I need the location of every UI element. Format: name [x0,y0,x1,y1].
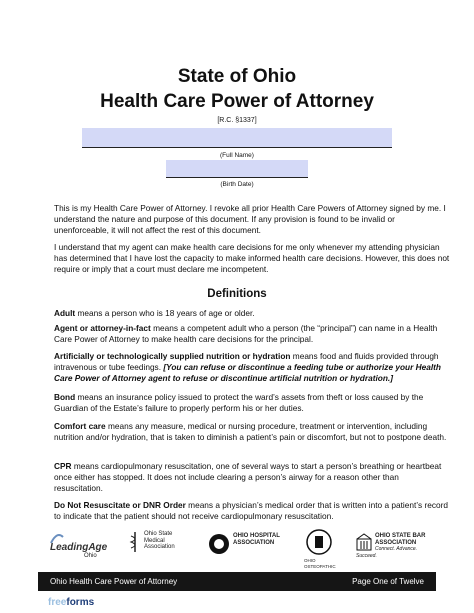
statehouse-icon [356,533,372,551]
caduceus-icon [128,531,142,553]
definition-agent [54,323,450,345]
footer-document-title: Ohio Health Care Power of Attorney [50,577,178,586]
term-nutrition: Artificially or technologically supplied nutrition or hydration [54,351,291,361]
term-dnr: Do Not Resuscitate or DNR Order [54,500,186,510]
sponsor-logos [50,529,432,569]
agent-authority-paragraph: I understand that my agent can make health care decisions for me only whenever my attending physician has determined that I have lost the capacity to make informed health care decisions. However, this does not require or imply that a court must declare me incompetent. [54,242,450,275]
page-title-document: Health Care Power of Attorney [100,91,374,112]
definition-dnr [54,500,450,522]
definition-nutrition [54,351,450,385]
definition-text: means a competent adult who a person (the “principal”) can name in a Health Care Power of Attorney to make health care decisions for the principal. [54,323,438,345]
definition-comfort-care [54,421,450,443]
revocation-paragraph: This is my Health Care Power of Attorney. I revoke all prior Health Care Powers of Attorney signed by me. I understand the nature and purpose of this document. If any provision is found to be invalid or unenforceable, it will not affect the rest of this document. [54,203,446,236]
page-footer [38,572,436,591]
term-comfort-care: Comfort care [54,421,106,431]
definition-text: means food and fluids provided through intravenous or tube feedings. [54,351,439,373]
osba-logo: OHIO STATE BAR ASSOCIATION Connect. Advance. Succeed. [356,533,426,559]
osma-logo: Ohio State Medical Association [128,531,190,553]
footer-page-number: Page One of Twelve [352,577,424,586]
statute-reference: [R.C. §1337] [217,117,257,124]
definition-bond [54,392,450,414]
definition-text: means a person who is 18 years of age or older. [75,308,255,318]
definition-text: means a physician’s medical order that is written into a patient’s record to indicate that the patient should not receive cardiopulmonary resuscitation. [54,500,448,522]
ooa-logo: OHIO OSTEOPATHIC [304,529,344,577]
full-name-label: (Full Name) [220,152,254,159]
definitions-heading: Definitions [207,288,267,300]
freeforms-brand: freeforms [48,597,95,608]
definition-note: [You can refuse or discontinue a feeding tube or authorize your Health Care Power of Attorney agent to refuse or discontinue artificial nutrition or hydration.] [54,362,442,384]
definition-text: means any measure, medical or nursing procedure, treatment or intervention, including nutrition and/or hydration, that is taken to diminish a patient’s pain or discomfort, but not to postpone death. [54,421,447,443]
definition-text: means cardiopulmonary resuscitation, one of several ways to start a person’s breathing or heartbeat once either has stopped. It does not include clearing a person’s airway for a reason other than resuscitation. [54,461,442,494]
definition-text: means an insurance policy issued to protect the ward’s assets from theft or loss caused by the Guardian of the Estate’s failure to properly perform his or her duties. [54,392,424,414]
birth-date-field[interactable] [166,160,308,178]
page-title-state: State of Ohio [177,66,297,87]
oha-logo: OHIO HOSPITAL ASSOCIATION [208,533,288,555]
ooa-shield-icon [304,529,334,555]
definition-adult [54,308,450,319]
definition-cpr [54,461,450,495]
term-bond: Bond [54,392,76,402]
leadingage-logo: LeadingAge Ohio [50,533,110,559]
term-cpr: CPR [54,461,72,471]
oha-emblem-icon [208,533,230,555]
full-name-field[interactable] [82,128,392,148]
term-adult: Adult [54,308,76,318]
birth-date-label: (Birth Date) [220,181,254,188]
term-agent: Agent or attorney-in-fact [54,323,151,333]
